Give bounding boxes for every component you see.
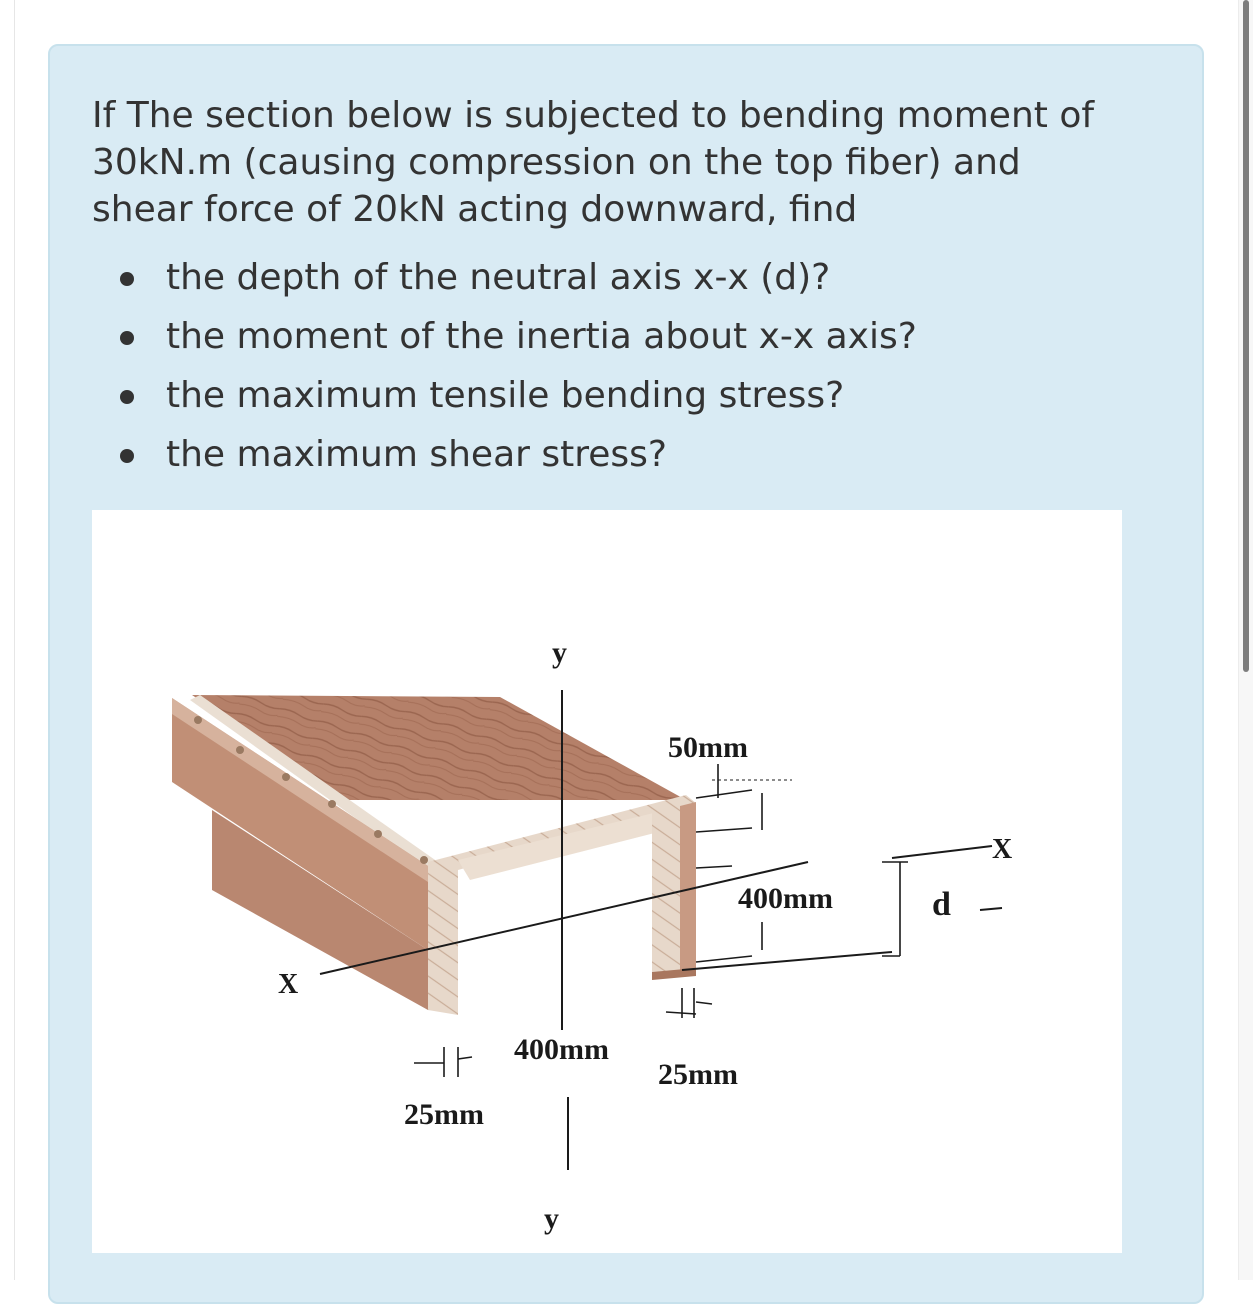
question-card — [48, 44, 1204, 1304]
question-text: If The section below is subjected to bending moment of 30kN.m (causing compression on the top fiber) and shear force of 20kN acting downward, find — [92, 95, 1095, 230]
scrollbar-track[interactable] — [1238, 0, 1253, 1280]
task-text: the maximum shear stress? — [166, 434, 668, 475]
beam-diagram — [92, 510, 1122, 1253]
bullet-icon — [120, 390, 134, 404]
page-edge-rule — [14, 0, 15, 1280]
list-item — [116, 311, 917, 370]
y-axis-label-bottom: y — [544, 1202, 559, 1235]
task-list — [116, 252, 917, 488]
bullet-icon — [120, 449, 134, 463]
x-axis-label-left: X — [278, 969, 299, 1000]
task-text: the maximum tensile bending stress? — [166, 375, 845, 416]
web-thickness-left-label: 25mm — [404, 1098, 484, 1131]
x-axis-label-right: X — [992, 834, 1013, 865]
web-thickness-right-label: 25mm — [658, 1058, 738, 1091]
web-depth-label: 400mm — [738, 882, 833, 915]
neutral-axis-depth-label: d — [932, 886, 951, 923]
beam-web-right — [652, 802, 696, 980]
flange-thickness-label: 50mm — [668, 731, 748, 764]
y-axis-label-top: y — [552, 636, 567, 669]
flange-width-label: 400mm — [514, 1033, 609, 1066]
list-item — [116, 252, 917, 311]
task-text: the depth of the neutral axis x-x (d)? — [166, 257, 831, 298]
bullet-icon — [120, 331, 134, 345]
beam-section-figure — [92, 510, 1122, 1253]
bullet-icon — [120, 272, 134, 286]
list-item — [116, 429, 917, 488]
scrollbar-thumb[interactable] — [1243, 0, 1249, 672]
list-item — [116, 370, 917, 429]
task-text: the moment of the inertia about x-x axis? — [166, 316, 917, 357]
